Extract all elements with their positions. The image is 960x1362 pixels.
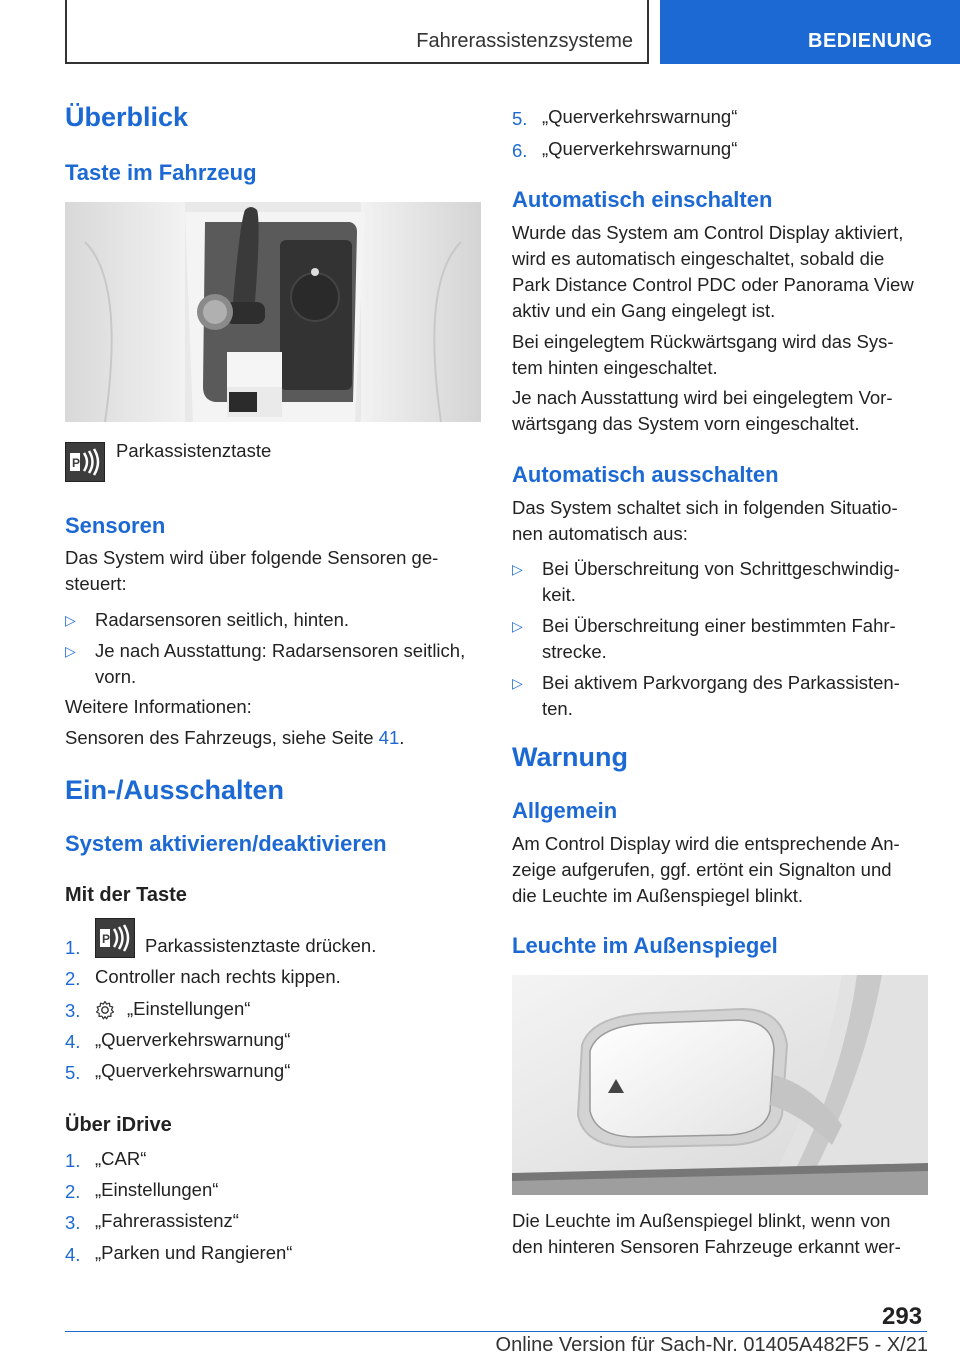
online-version-footer: Online Version für Sach-Nr. 01405A482F5 - X/21 — [495, 1334, 928, 1356]
bullet-marker: ▷ — [512, 675, 523, 691]
sensors-intro-line2: steuert: — [65, 573, 127, 594]
general-line: Am Control Display wird die entsprechende An- — [512, 833, 900, 854]
step-text: „Querverkehrswarnung“ — [542, 138, 738, 159]
subtitle-button: Taste im Fahrzeug — [65, 160, 257, 185]
more-info-label: Weitere Informationen: — [65, 696, 252, 717]
auto-on-line: Wurde das System am Control Display aktiviert, — [512, 222, 904, 243]
auto-on-line: wird es automatisch eingeschaltet, sobald die — [512, 248, 885, 269]
sensor-reference — [65, 725, 404, 751]
mirror-line: Die Leuchte im Außenspiegel blinkt, wenn von — [512, 1210, 891, 1231]
auto-on-line: aktiv und ein Gang eingelegt ist. — [512, 300, 776, 321]
forward-line: wärtsgang das System vorn eingeschaltet. — [512, 413, 860, 434]
bullet-marker: ▷ — [512, 561, 523, 577]
off-bullet-line1: Bei aktivem Parkvorgang des Parkassisten- — [542, 672, 900, 693]
general-line: die Leuchte im Außenspiegel blinkt. — [512, 885, 804, 906]
step-number: 6. — [512, 140, 528, 161]
step-text: Controller nach rechts kippen. — [95, 966, 341, 987]
bullet-marker: ▷ — [65, 643, 76, 659]
sensors-bullet-2-line1: Je nach Ausstattung: Radarsensoren seitlich, — [95, 640, 466, 661]
step-text: „Querverkehrswarnung“ — [95, 1060, 291, 1081]
step-number: 4. — [65, 1244, 81, 1265]
auto-off-line: nen automatisch aus: — [512, 523, 688, 544]
step-number: 2. — [65, 968, 81, 989]
step-text: „CAR“ — [95, 1148, 147, 1169]
step-number: 2. — [65, 1181, 81, 1202]
auto-on-heading: Automatisch einschalten — [512, 187, 773, 212]
parking-assistant-button-icon-small — [95, 918, 135, 958]
svg-text:P: P — [72, 456, 81, 470]
reference-end: . — [399, 727, 405, 748]
step-number: 5. — [65, 1062, 81, 1083]
step-text: „Querverkehrswarnung“ — [542, 106, 738, 127]
page-number: 293 — [882, 1303, 923, 1330]
step-text: „Einstellungen“ — [95, 1179, 219, 1200]
console-figure — [65, 202, 481, 422]
mirror-line: den hinteren Sensoren Fahrzeuge erkannt wer- — [512, 1236, 901, 1257]
off-bullet-line2: keit. — [542, 584, 576, 605]
page-title: Überblick — [65, 102, 189, 132]
reference-text: Sensoren des Fahrzeugs, siehe Seite — [65, 727, 379, 748]
step-text: „Querverkehrswarnung“ — [95, 1029, 291, 1050]
forward-line: Je nach Ausstattung wird bei eingelegtem Vor- — [512, 387, 893, 408]
bullet-marker: ▷ — [65, 612, 76, 628]
off-bullet-line2: ten. — [542, 698, 573, 719]
sensors-bullet-2-line2: vorn. — [95, 666, 137, 687]
button-method-heading: Mit der Taste — [65, 884, 187, 906]
mirror-figure — [512, 975, 928, 1195]
onoff-heading: Ein-/Ausschalten — [65, 775, 285, 805]
auto-off-heading: Automatisch ausschalten — [512, 462, 779, 487]
reverse-line: tem hinten eingeschaltet. — [512, 357, 718, 378]
step-text: „Einstellungen“ — [127, 998, 251, 1019]
step-number: 1. — [65, 937, 81, 958]
header-section-title: Fahrerassistenzsysteme — [416, 30, 633, 52]
gear-icon — [95, 1000, 115, 1020]
page-reference-link[interactable]: 41 — [378, 727, 400, 748]
auto-on-line: Park Distance Control PDC oder Panorama View — [512, 274, 914, 295]
step-text: Parkassistenztaste drücken. — [145, 935, 377, 956]
header-chapter-title: BEDIENUNG — [808, 30, 933, 52]
sensors-intro-line1: Das System wird über folgende Sensoren ge- — [65, 547, 439, 568]
general-heading: Allgemein — [512, 798, 618, 823]
step-number: 3. — [65, 1212, 81, 1233]
warning-heading: Warnung — [512, 742, 628, 772]
header-section-box — [65, 0, 649, 64]
svg-text:P: P — [102, 932, 111, 946]
activate-heading: System aktivieren/deaktivieren — [65, 831, 387, 856]
step-text: „Parken und Rangieren“ — [95, 1242, 293, 1263]
off-bullet-line1: Bei Überschreitung einer bestimmten Fahr- — [542, 615, 896, 636]
idrive-heading: Über iDrive — [65, 1114, 172, 1136]
sensors-bullet-1: Radarsensoren seitlich, hinten. — [95, 609, 350, 630]
step-number: 5. — [512, 108, 528, 129]
reverse-line: Bei eingelegtem Rückwärtsgang wird das Sys- — [512, 331, 894, 352]
header-chapter-box — [660, 0, 960, 64]
step-number: 4. — [65, 1031, 81, 1052]
off-bullet-line2: strecke. — [542, 641, 607, 662]
step-number: 1. — [65, 1150, 81, 1171]
off-bullet-line1: Bei Überschreitung von Schrittgeschwindig- — [542, 558, 900, 579]
sensors-heading: Sensoren — [65, 513, 166, 538]
footer-divider — [65, 1331, 927, 1332]
mirror-heading: Leuchte im Außenspiegel — [512, 933, 778, 958]
parking-assistant-button-icon — [65, 442, 105, 482]
step-text: „Fahrerassistenz“ — [95, 1210, 239, 1231]
general-line: zeige aufgerufen, ggf. ertönt ein Signalton und — [512, 859, 892, 880]
auto-off-line: Das System schaltet sich in folgenden Situatio- — [512, 497, 898, 518]
image-caption: Parkassistenztaste — [116, 440, 272, 461]
step-number: 3. — [65, 1000, 81, 1021]
bullet-marker: ▷ — [512, 618, 523, 634]
